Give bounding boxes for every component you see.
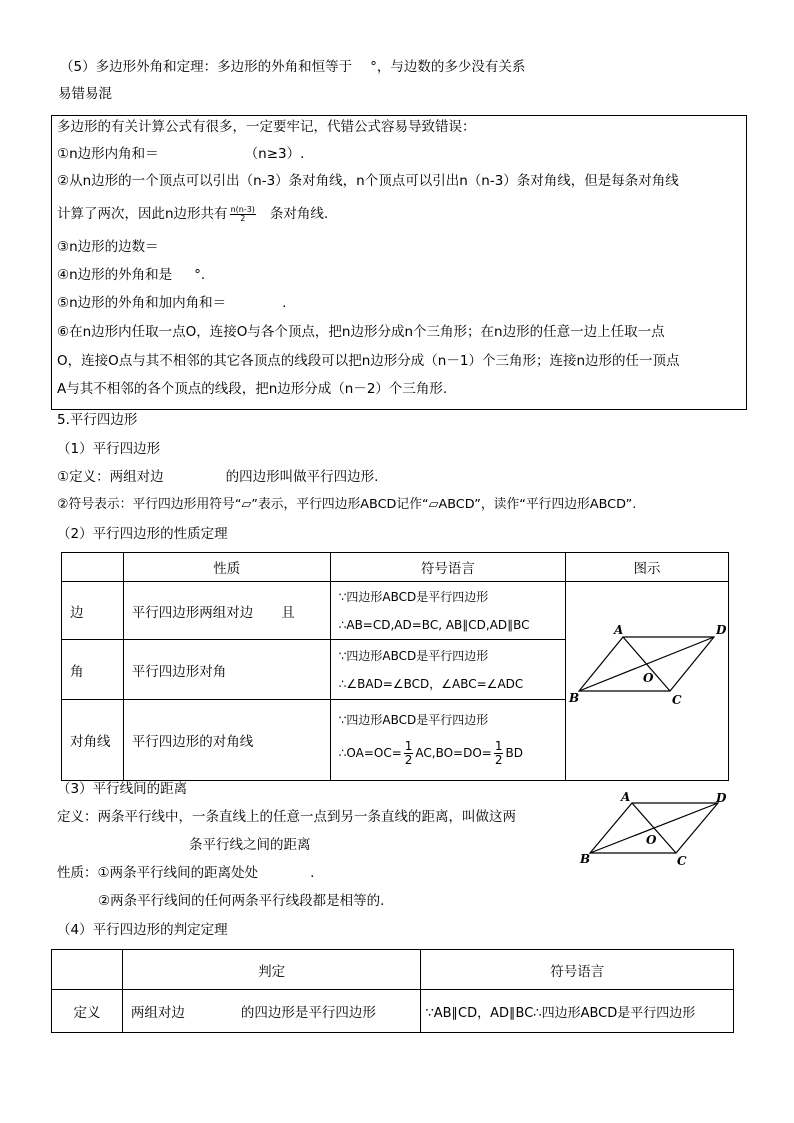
row-criterion: 两组对边 的四边形是平行四边形 bbox=[122, 990, 421, 1033]
box-item-2: ②从n边形的一个顶点可以引出（n-3）条对角线，n个顶点可以引出n（n-3）条对角线，但是每条对角线 bbox=[57, 173, 679, 189]
distance-property-2: ②两条平行线间的任何两条平行线段都是相等的. bbox=[98, 893, 385, 909]
row-property: 平行四边形的对角线 bbox=[123, 699, 330, 780]
label-b: B bbox=[568, 691, 580, 705]
box-item-4: ④n边形的外角和是 °. bbox=[57, 267, 206, 283]
row-label: 对角线 bbox=[62, 699, 124, 780]
subsection-2: （2）平行四边形的性质定理 bbox=[57, 526, 228, 542]
header-figure: 图示 bbox=[565, 553, 728, 582]
distance-definition-cont: 条平行线之间的距离 bbox=[189, 837, 311, 853]
subsection-3: （3）平行线间的距离 bbox=[57, 781, 188, 797]
row-symbolic: ∵四边形ABCD是平行四边形 ∴AB=CD,AD=BC, AB∥CD,AD∥BC bbox=[330, 582, 565, 640]
header-symbolic: 符号语言 bbox=[421, 950, 734, 990]
definition-line: ①定义：两组对边 的四边形叫做平行四边形. bbox=[57, 469, 379, 485]
box-item-5: ⑤n边形的外角和加内角和＝ . bbox=[57, 295, 287, 311]
row-property: 平行四边形对角 bbox=[123, 640, 330, 699]
s5-heading: （5）多边形外角和定理：多边形的外角和恒等于 °，与边数的多少没有关系 bbox=[60, 59, 526, 75]
label-o: O bbox=[642, 671, 654, 685]
table-row bbox=[62, 582, 729, 640]
mistakes-title: 易错易混 bbox=[58, 86, 112, 102]
half-fraction: $\frac{1}{2}$ bbox=[494, 738, 503, 767]
row-label: 定义 bbox=[52, 990, 123, 1033]
label-a: A bbox=[621, 790, 631, 804]
label-o: O bbox=[646, 833, 657, 847]
subsection-4: （4）平行四边形的判定定理 bbox=[57, 922, 228, 938]
distance-property-1: 性质：①两条平行线间的距离处处 . bbox=[57, 865, 315, 881]
properties-table bbox=[61, 552, 729, 781]
row-symbolic: ∵四边形ABCD是平行四边形 ∴∠BAD=∠BCD，∠ABC=∠ADC bbox=[330, 640, 565, 699]
label-d: D bbox=[716, 791, 727, 805]
row-property: 平行四边形两组对边 且 bbox=[123, 582, 330, 640]
table-header-row bbox=[62, 553, 729, 582]
parallelogram-figure-2 bbox=[576, 789, 746, 869]
header-property: 性质 bbox=[123, 553, 330, 582]
row-symbolic: ∵AB∥CD，AD∥BC∴四边形ABCD是平行四边形 bbox=[421, 990, 734, 1033]
label-c: C bbox=[677, 854, 687, 868]
label-a: A bbox=[613, 623, 624, 637]
table-row bbox=[52, 990, 734, 1033]
diagonal-fraction: $\frac{n(n-3)}{2}$ bbox=[230, 204, 255, 223]
label-d: D bbox=[715, 623, 727, 637]
figure-cell bbox=[565, 582, 728, 781]
label-c: C bbox=[671, 693, 682, 707]
label-b: B bbox=[580, 852, 591, 866]
box-item-6-cont1: O，连接O点与其不相邻的其它各顶点的线段可以把n边形分成（n－1）个三角形；连接n边形的任一顶点 bbox=[57, 353, 680, 369]
row-label: 边 bbox=[62, 582, 124, 640]
symbol-line: ②符号表示：平行四边形用符号“▱”表示，平行四边形ABCD记作“▱ABCD”，读作“平行四边形ABCD”. bbox=[57, 497, 637, 512]
section-5-title: 5.平行四边形 bbox=[57, 412, 138, 428]
subsection-1: （1）平行四边形 bbox=[57, 441, 161, 457]
box-item-1: ①n边形内角和＝ （n≥3）. bbox=[57, 146, 305, 162]
box-item-6: ⑥在n边形内任取一点O，连接O与各个顶点，把n边形分成n个三角形；在n边形的任意一边上任取一点 bbox=[57, 324, 665, 340]
header-criterion: 判定 bbox=[122, 950, 421, 990]
parallelogram-figure bbox=[566, 582, 728, 776]
half-fraction: $\frac{1}{2}$ bbox=[404, 738, 413, 767]
box-item-2-cont: 计算了两次，因此n边形共有 $\frac{n(n-3)}{2}$ 条对角线. bbox=[57, 204, 329, 223]
row-label: 角 bbox=[62, 640, 124, 699]
header-symbolic: 符号语言 bbox=[330, 553, 565, 582]
criteria-table bbox=[51, 949, 734, 1033]
table-header-row bbox=[52, 950, 734, 990]
box-item-3: ③n边形的边数＝ bbox=[57, 239, 159, 255]
distance-definition: 定义：两条平行线中，一条直线上的任意一点到另一条直线的距离，叫做这两 bbox=[57, 809, 516, 825]
box-item-6-cont2: A与其不相邻的各个顶点的线段，把n边形分成（n－2）个三角形. bbox=[57, 381, 448, 397]
row-symbolic: ∵四边形ABCD是平行四边形 ∴OA=OC= $\frac{1}{2}$ AC,BO=DO= $\frac{1}{2}$ BD bbox=[330, 699, 565, 780]
box-intro: 多边形的有关计算公式有很多，一定要牢记，代错公式容易导致错误： bbox=[57, 119, 476, 135]
